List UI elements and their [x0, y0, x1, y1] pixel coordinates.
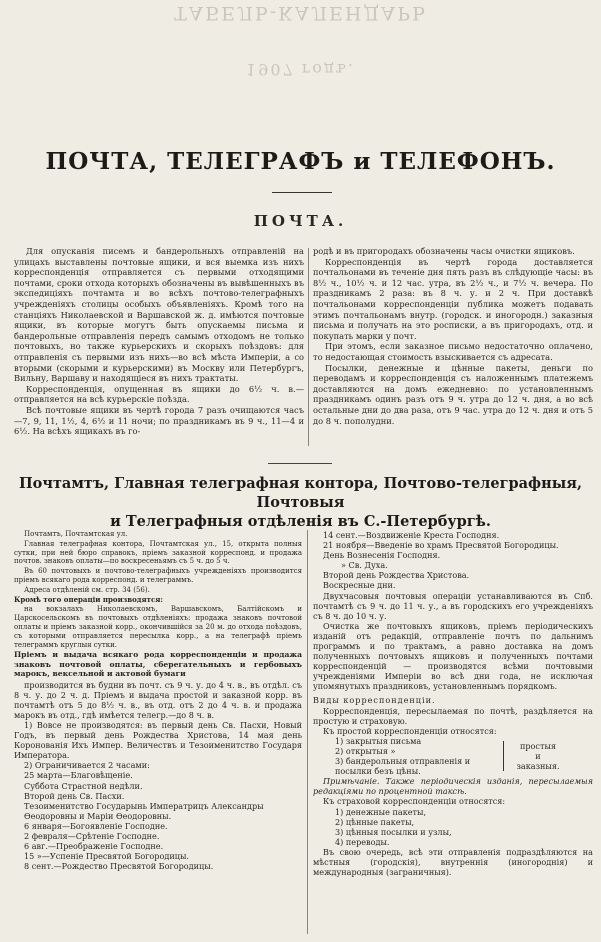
note: Примѣчаніе. Также періодическія изданія, пересылаемыя редакціями по процентной таксѣ.: [313, 776, 593, 797]
paragraph: на вокзалахъ Николаевскомъ, Варшавскомъ, Балтійскомъ и Царскосельскомъ въ почтовыхъ отдѣленіяхъ: продажа знаковъ почтовой оплаты и пріемъ заказной корр., окончившійся за 20 м. до отхода поѣздовъ, съ которыми отправляется пересылка корр., а на телеграфѣ пріемъ телеграммъ круглыя сутки.: [14, 605, 302, 649]
paragraph: Въ свою очередь, всѣ эти отправленія подраздѣляются на мѣстныя (городскія), внутреннія (иногороднія) и международныя (заграничныя).: [313, 846, 593, 878]
ops-heading: Кромѣ того операціи производятся:: [14, 594, 163, 604]
offices-hours: [14, 680, 302, 872]
mirror-bleed-year: 1907 годъ.: [246, 60, 355, 79]
paragraph: родѣ и въ пригородахъ обозначены часы очистки ящиковъ.: [313, 246, 575, 256]
insured-heading: Къ страховой корреспонденціи относятся:: [323, 796, 506, 807]
simple-heading: Къ простой корреспонденціи относятся:: [323, 725, 497, 736]
holiday-list: [313, 530, 593, 591]
paragraph: Посылки, денежные и цѣнные пакеты, деньги по переводамъ и корреспонденція съ наложеннымъ платежемъ доставляются на домъ ежедневно: по установленнымъ праздникамъ одинъ разъ отъ 9 ч. утра до 12 ч. дня, а во всѣ остальные дни до два раза, отъ 9 час. утра до 12 ч. дня и отъ 5 до 8 ч. пополудни.: [313, 362, 593, 426]
list-item: 6 января—Богоявленіе Господне.: [24, 820, 168, 831]
list-item: 21 ноября—Введеніе во храмъ Пресвятой Богородицы.: [323, 540, 559, 551]
simple-items-group: [313, 736, 593, 776]
list-item: Тезоименитство Государынь Императрицъ Александры Ѳеодоровны и Маріи Ѳеодоровны.: [24, 800, 264, 821]
paragraph: производится въ будни въ почт. съ 9 ч. у. до 4 ч. в., въ отдѣл. съ 8 ч. у. до 2 ч. д. Пріемъ и выдача простой и заказной корр. въ почтамтѣ отъ 5 до 8½ ч. в., въ отд. отъ 2 до 4 ч. в. и продажа марокъ въ отд., гдѣ имѣется телегр.—до 8 ч. в.: [14, 679, 302, 720]
list-item: 8 сент.—Рождество Пресвятой Богородицы.: [24, 861, 214, 872]
paragraph: Корреспонденція, пересылаемая по почтѣ, раздѣляется на простую и страховую.: [313, 705, 593, 726]
list-item: 25 марта—Благовѣщеніе.: [24, 770, 133, 781]
paragraph: Главная телеграфная контора, Почтамтская ул., 15, открыта полныя сутки, при ней бюро справокъ, пріемъ заказной корреспонд. и продажа почтов. знаковъ оплаты—по воскресеньямъ съ 5 ч. до 5 ч.: [14, 539, 302, 566]
title-rule: [272, 192, 332, 193]
offices-intro: [14, 530, 302, 679]
section-rule: [268, 463, 332, 464]
mirror-bleed-title: ТАБЕЛЬ-КАЛЕНДАРЬ: [174, 2, 427, 24]
insured-items-list: [313, 807, 593, 847]
column-divider: [307, 530, 308, 934]
simple-items-list: [313, 736, 503, 776]
brace-line: и: [535, 751, 541, 762]
sale-heading: Пріемъ и выдача всякаго рода корреспонденціи и продажа знаковъ почтовой оплаты, сберегательныхъ и гербовыхъ марокъ, вексельной и актовой бумаги: [14, 650, 302, 679]
brace-line: простыя: [519, 740, 556, 751]
list-item: 1) денежные пакеты,: [335, 806, 427, 817]
list-item: 4) переводы.: [335, 836, 390, 847]
paragraph: Въ 60 почтовыхъ и почтово-телеграфныхъ учрежденіяхъ производится пріемъ всякаго рода корреспонд. и телеграммъ.: [14, 567, 302, 584]
section-title-line1: Почтамтъ, Главная телеграфная контора, Почтово-телеграфныя, Почтовыя: [18, 475, 583, 511]
offices-right-column: [313, 530, 593, 877]
list-item: 14 сент.—Воздвиженіе Креста Господня.: [323, 530, 500, 540]
section-title-line2: и Телеграфныя отдѣленія въ С.-Петербургѣ.: [110, 513, 491, 530]
paragraph: Двухчасовыя почтовыя операціи устанавливаются въ Спб. почтамтѣ съ 9 ч. до 11 ч. у., а въ городскихъ его учрежденіяхъ съ 8 ч. до 10 ч. у.: [313, 590, 593, 621]
pochta-right-column: [313, 246, 593, 426]
section-title-pochta: ПОЧТА.: [253, 212, 348, 230]
list-item: День Вознесенія Господня.: [323, 550, 441, 561]
list-item: Второй день Рождества Христова.: [323, 570, 470, 581]
list-item: Воскресные дни.: [323, 580, 396, 591]
column-divider: [308, 248, 309, 446]
paragraph: Адреса отдѣленій см. стр. 34 (56).: [24, 585, 150, 594]
paragraph: 1) Вовсе не производятся: въ первый день Св. Пасхи, Новый Годъ, въ первый день Рождества Христова, 14 мая день Коронованія Ихъ Импер. Величествъ и Тезоименитство Государя Императора.: [14, 719, 302, 761]
paragraph: Очистка же почтовыхъ ящиковъ, пріемъ періодическихъ изданій отъ редакцій, отправленіе почтъ по дальнимъ программъ и по трактамъ, а равно доставка на домъ полученныхъ почтовыхъ ящиковъ и полученныхъ почтами корреспонденцій — производятся всѣми почтовыми учрежденіями Имперіи во всѣ дни года, не исключая упомянутыхъ праздниковъ, установленнымъ порядкомъ.: [313, 620, 593, 692]
paragraph: При этомъ, если заказное письмо недостаточно оплачено, то недостающая стоимость взыскивается съ адресата.: [313, 341, 593, 362]
list-item: Суббота Страстной недѣли.: [24, 780, 143, 791]
list-item: 1) закрытыя письма: [335, 735, 422, 746]
limited-days-list: [14, 770, 302, 871]
list-item: Второй день Св. Пасхи.: [24, 790, 125, 801]
page-title: ПОЧТА, ТЕЛЕГРАФЪ и ТЕЛЕФОНЪ.: [45, 148, 556, 175]
list-item: 2 февраля—Срѣтеніе Господне.: [24, 830, 160, 841]
list-item: 2) цѣнные пакеты,: [335, 816, 415, 827]
paragraph: 2) Ограничивается 2 часами:: [24, 760, 150, 771]
list-item: 15 »—Успеніе Пресвятой Богородицы.: [24, 851, 189, 862]
list-item: 3) цѣнныя посылки и узлы,: [335, 826, 452, 837]
pochta-left-column: [14, 246, 304, 437]
kinds-heading: Виды корреспонденціи.: [313, 694, 436, 705]
list-item: 3) бандерольныя отправленія и посылки безъ цѣны.: [335, 756, 471, 777]
paragraph: Для опусканія писемъ и бандерольныхъ отправленій на улицахъ выставлены почтовые ящики, и вся выемка изъ нихъ корреспонденція отправляется съ первыми отходящими почтами, сроки отхода которыхъ обозначены въ вывѣшенныхъ въ экспедиціяхъ почтамта и во всѣхъ почтово-телеграфныхъ учрежденіяхъ столицы особыхъ объявленіяхъ. Кромѣ того на станціяхъ Николаевской и Варшавской ж. д. имѣются почтовые ящики, въ которые могутъ быть опускаемы письма и бандерольные отправленія передъ самымъ отходомъ не только почтовыхъ, но также курьерскихъ и скорыхъ поѣздовъ: для отправленія съ первыми изъ нихъ—во всѣ мѣста Имперіи, а со вторыми (скорыми и курьерскими) въ Москву или Петербургъ, Вильну, Варшаву и находящіеся въ нихъ трактаты.: [14, 246, 304, 384]
paragraph: Корреспонденція, опущенная въ ящики до 6½ ч. в.—отправляется на всѣ курьерскіе поѣзда.: [14, 383, 304, 405]
section-title-offices: [0, 474, 601, 531]
paragraph: Почтамтъ, Почтамтская ул.: [24, 530, 128, 538]
brace-line: заказныя.: [516, 761, 560, 772]
paragraph: Корреспонденція въ чертѣ города доставляется почтальонами въ теченіе дня пять разъ въ слѣдующіе часы: въ 8½ ч., 10½ ч. и 12 час. утра, въ 2½ ч., и 7½ ч. вечера. По праздникамъ 2 раза: въ 8 ч. у. и 2 ч. При доставкѣ почтальонами корреспонденціи публика можетъ подавать этимъ почтальонамъ внутр. (городск. и иногородн.) заказныя письма и получать на это росписки, а въ пригородахъ, отд. и покупать марки у почт.: [313, 256, 593, 341]
brace-label: [503, 741, 568, 771]
list-item: 6 авг.—Преображеніе Господне.: [24, 841, 164, 852]
list-item: 2) открытыя »: [335, 745, 396, 756]
paragraph: Всѣ почтовые ящики въ чертѣ города 7 разъ очищаются часъ—7, 9, 11, 1½, 4, 6½ и 11 ночи; по праздникамъ въ 9 ч., 11—4 и 6½. На всѣхъ ящикахъ въ го-: [14, 404, 304, 437]
offices-left-column: [14, 530, 302, 871]
list-item: » Св. Духа.: [341, 560, 388, 571]
